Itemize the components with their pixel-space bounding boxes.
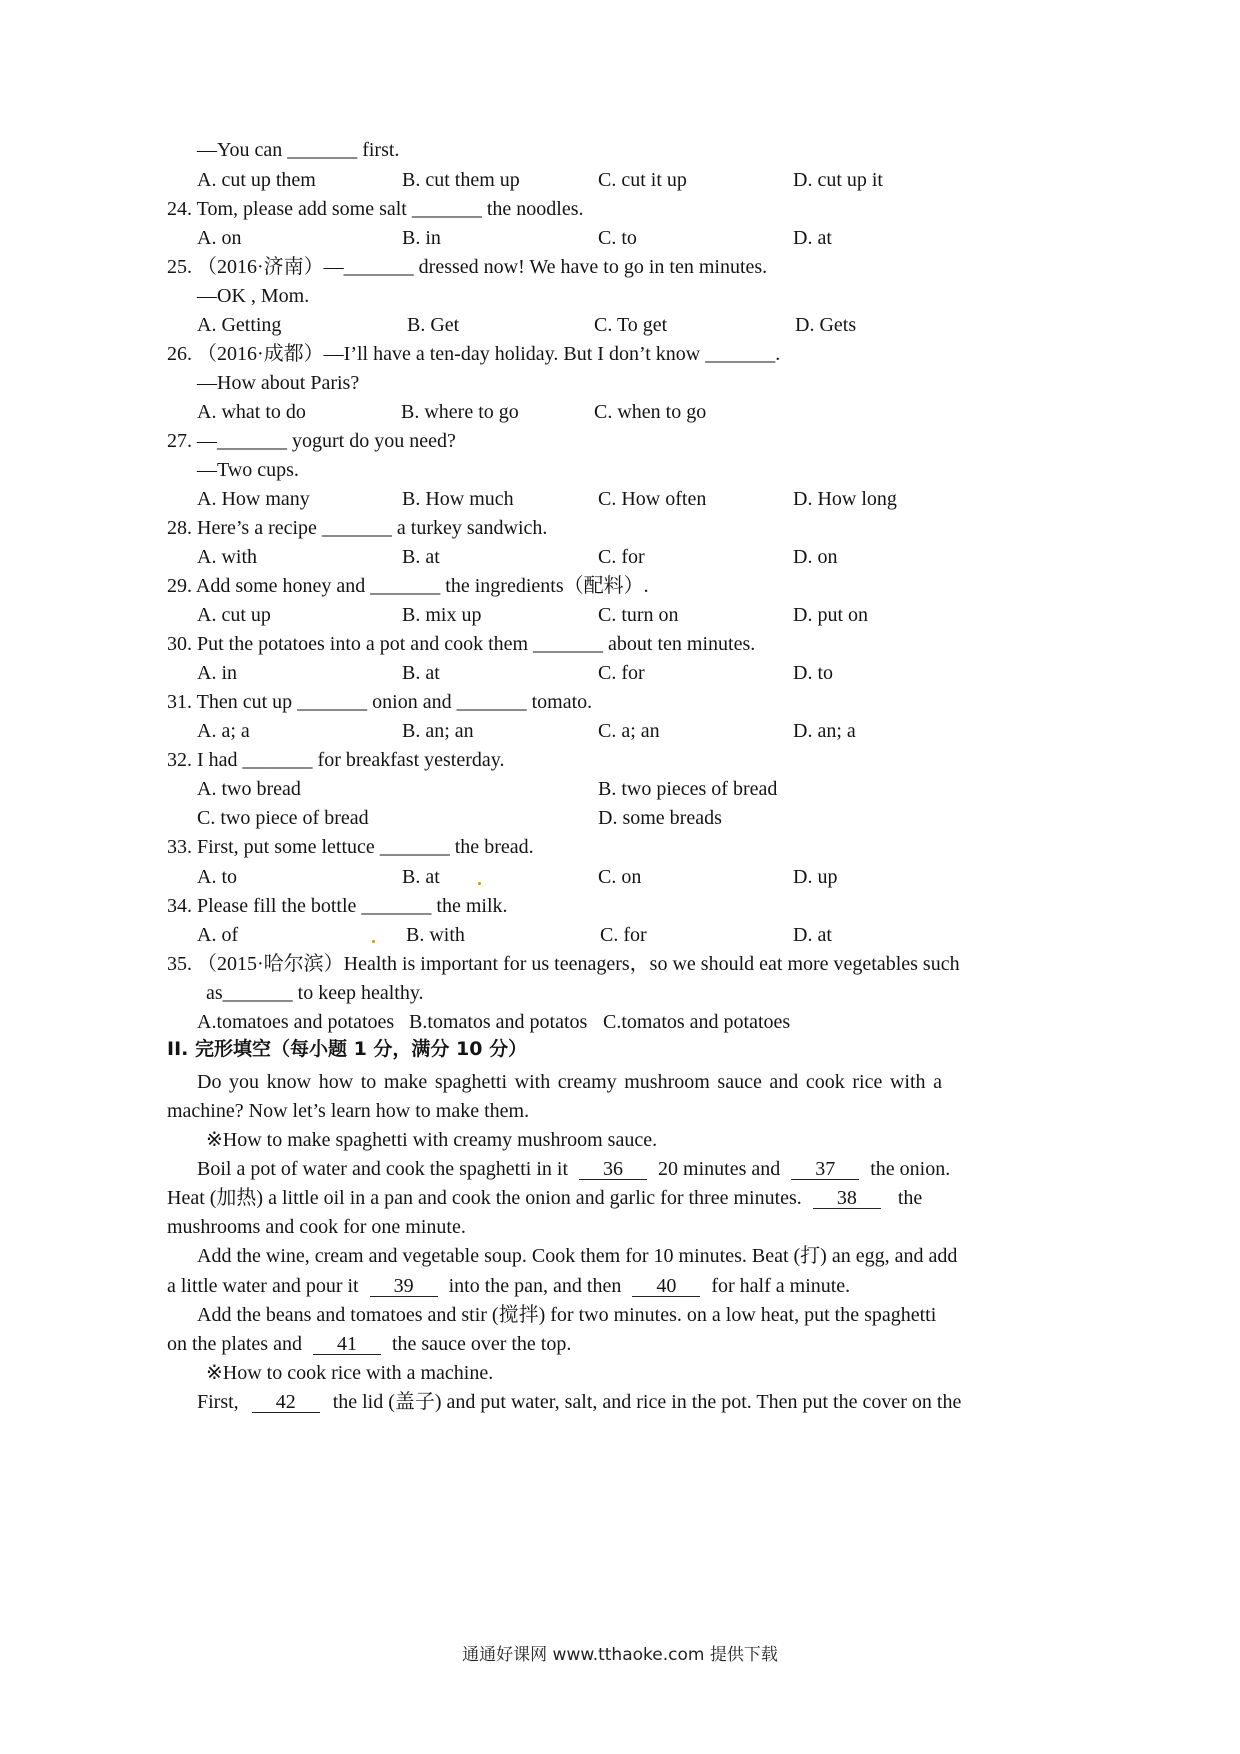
option-d: D. put on: [793, 604, 868, 626]
question-23-stem: —You can _______ first.: [197, 139, 400, 161]
text: the lid (盖子) and put water, salt, and rice in the pot. Then put the cover on the: [332, 1391, 962, 1413]
option-b: B. an; an: [402, 720, 474, 742]
question-31-stem: 31. Then cut up _______ onion and _______ tomato.: [167, 691, 593, 713]
blank-36: 36: [579, 1159, 647, 1180]
text: Heat (加热) a little oil in a pan and cook the onion and garlic for three minutes.: [167, 1187, 802, 1209]
option-c: C. for: [598, 546, 645, 568]
option-c: C. to: [598, 227, 637, 249]
option-a: A. on: [197, 227, 242, 249]
option-b: B. at: [402, 866, 440, 888]
option-c: C. when to go: [594, 401, 707, 423]
option-b: B. at: [402, 546, 440, 568]
option-d: D. How long: [793, 488, 897, 510]
text: a little water and pour it: [167, 1275, 359, 1297]
question-33-stem: 33. First, put some lettuce _______ the bread.: [167, 836, 534, 858]
passage-p2-line2: [167, 1274, 850, 1298]
option-c: C. turn on: [598, 604, 679, 626]
option-c: C. To get: [594, 314, 668, 336]
option-a: A. cut up: [197, 604, 271, 626]
option-d: D. an; a: [793, 720, 856, 742]
option-a: A. in: [197, 662, 237, 684]
passage-intro-line2: machine? Now let’s learn how to make them.: [167, 1100, 530, 1122]
stray-dot: [478, 882, 481, 885]
question-32-stem: 32. I had _______ for breakfast yesterday.: [167, 749, 505, 771]
question-24-stem: 24. Tom, please add some salt _______ the noodles.: [167, 198, 584, 220]
option-b: B. Get: [407, 314, 460, 336]
stray-dot: [372, 940, 375, 943]
footer-source: 通通好课网 www.tthaoke.com 提供下载: [462, 1645, 778, 1665]
option-b: B. in: [402, 227, 441, 249]
option-a: A. a; a: [197, 720, 250, 742]
option-a: A. what to do: [197, 401, 306, 423]
blank-37: 37: [791, 1159, 859, 1180]
question-26-reply: —How about Paris?: [197, 372, 360, 394]
option-b: B. two pieces of bread: [598, 778, 778, 800]
option-a: A. with: [197, 546, 257, 568]
option-d: D. at: [793, 227, 832, 249]
text: into the pan, and then: [448, 1275, 622, 1297]
option-b: B. How much: [402, 488, 514, 510]
blank-38: 38: [813, 1188, 881, 1209]
passage-p1-line2: [167, 1186, 922, 1210]
subheading-rice: ※How to cook rice with a machine.: [206, 1362, 494, 1384]
option-b: B. with: [406, 924, 465, 946]
blank-40: 40: [632, 1276, 700, 1297]
question-27-stem: 27. —_______ yogurt do you need?: [167, 430, 456, 452]
option-a: A. of: [197, 924, 239, 946]
option-c: C. How often: [598, 488, 707, 510]
option-d: D. on: [793, 546, 838, 568]
blank-41: 41: [313, 1334, 381, 1355]
option-a: A. Getting: [197, 314, 282, 336]
text: Boil a pot of water and cook the spaghetti in it: [197, 1158, 569, 1180]
option-b: B. at: [402, 662, 440, 684]
passage-p3-line1: Add the beans and tomatoes and stir (搅拌) for two minutes. on a low heat, put the spaghetti: [197, 1304, 937, 1326]
option-a: A. to: [197, 866, 237, 888]
question-35-stem-line1: 35. （2015·哈尔滨）Health is important for us teenagers，so we should eat more vegetables such: [167, 953, 960, 975]
blank-39: 39: [370, 1276, 438, 1297]
question-34-stem: 34. Please fill the bottle _______ the milk.: [167, 895, 508, 917]
passage-p4-line1: [197, 1390, 961, 1414]
text: 20 minutes and: [658, 1158, 781, 1180]
option-d: D. to: [793, 662, 833, 684]
option-d: D. at: [793, 924, 832, 946]
text: for half a minute.: [711, 1275, 851, 1297]
option-a: A. two bread: [197, 778, 301, 800]
question-30-stem: 30. Put the potatoes into a pot and cook them _______ about ten minutes.: [167, 633, 756, 655]
option-d: D. Gets: [795, 314, 857, 336]
question-29-stem: 29. Add some honey and _______ the ingredients（配料）.: [167, 575, 649, 597]
text: the onion.: [870, 1158, 951, 1180]
question-35-stem-line2: as_______ to keep healthy.: [206, 982, 424, 1004]
passage-p2-line1: Add the wine, cream and vegetable soup. Cook them for 10 minutes. Beat (打) an egg, and add: [197, 1245, 958, 1267]
option-b: B.tomatos and potatos: [409, 1011, 588, 1033]
text: the: [897, 1187, 923, 1209]
passage-p1-line1: [197, 1157, 950, 1181]
option-a: A. How many: [197, 488, 310, 510]
option-c: C. cut it up: [598, 169, 687, 191]
option-b: B. where to go: [401, 401, 519, 423]
section-heading: II. 完形填空（每小题 1 分，满分 10 分）: [167, 1038, 528, 1060]
question-25-reply: —OK , Mom.: [197, 285, 310, 307]
option-c: C. on: [598, 866, 642, 888]
subheading-spaghetti: ※How to make spaghetti with creamy mushroom sauce.: [206, 1129, 658, 1151]
passage-p3-line2: [167, 1332, 571, 1356]
option-c: C. a; an: [598, 720, 660, 742]
question-26-stem: 26. （2016·成都）—I’ll have a ten-day holiday. But I don’t know _______.: [167, 343, 781, 365]
passage-intro-line1: Do you know how to make spaghetti with creamy mushroom sauce and cook rice with a: [197, 1071, 942, 1093]
option-d: D. cut up it: [793, 169, 883, 191]
option-d: D. up: [793, 866, 838, 888]
option-c: C. for: [598, 662, 645, 684]
option-b: B. mix up: [402, 604, 482, 626]
blank-42: 42: [252, 1392, 320, 1413]
text: First,: [197, 1391, 239, 1413]
option-b: B. cut them up: [402, 169, 520, 191]
option-d: D. some breads: [598, 807, 722, 829]
text: on the plates and: [167, 1333, 302, 1355]
option-c: C.tomatos and potatoes: [603, 1011, 791, 1033]
option-c: C. two piece of bread: [197, 807, 369, 829]
question-25-stem: 25. （2016·济南）—_______ dressed now! We have to go in ten minutes.: [167, 256, 768, 278]
option-a: A.tomatoes and potatoes: [197, 1011, 395, 1033]
question-28-stem: 28. Here’s a recipe _______ a turkey sandwich.: [167, 517, 548, 539]
passage-p1-line3: mushrooms and cook for one minute.: [167, 1216, 466, 1238]
text: the sauce over the top.: [391, 1333, 572, 1355]
question-27-reply: —Two cups.: [197, 459, 299, 481]
option-a: A. cut up them: [197, 169, 316, 191]
option-c: C. for: [600, 924, 647, 946]
